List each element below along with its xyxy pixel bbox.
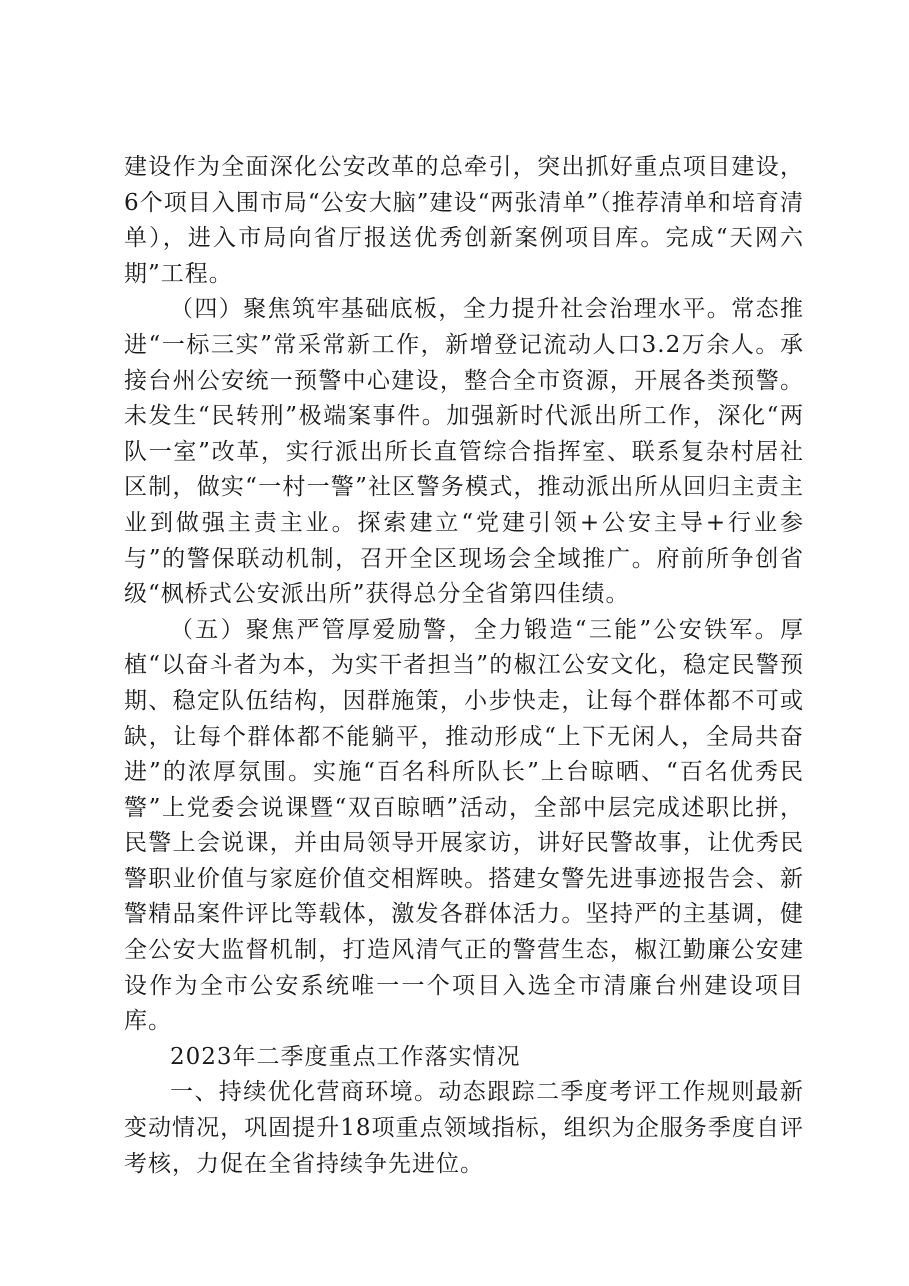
document-body (124, 150, 804, 1182)
section-heading-q2: 2023年二季度重点工作落实情况 (170, 1043, 521, 1070)
paragraph-item-one: 一、持续优化营商环境。动态跟踪二季度考评工作规则最新变动情况，巩固提升18项重点领域指标，组织为企服务季度自评考核，力促在全省持续争先进位。 (124, 1079, 804, 1177)
paragraph-section-five: （五）聚焦严管厚爱励警，全力锻造“三能”公安铁军。厚植“以奋斗者为本，为实干者担当”的椒江公安文化，稳定民警预期、稳定队伍结构，因群施策，小步快走，让每个群体都不可或缺，让每个群体都不能躺平，推动形成“上下无闲人，全局共奋进”的浓厚氛围。实施“百名科所队长”上台晾晒、“百名优秀民警”上党委会说课暨“双百晾晒”活动，全部中层完成述职比拼，民警上会说课，并由局领导开展家访，讲好民警故事，让优秀民警职业价值与家庭价值交相辉映。搭建女警先进事迹报告会、新警精品案件评比等载体，激发各群体活力。坚持严的主基调，健全公安大监督机制，打造风清气正的警营生态，椒江勤廉公安建设作为全市公安系统唯一一个项目入选全市清廉台州建设项目库。 (124, 616, 804, 1035)
paragraph-continuation: 建设作为全面深化公安改革的总牵引，突出抓好重点项目建设，6个项目入围市局“公安大脑”建设“两张清单”（推荐清单和培育清单），进入市局向省厅报送优秀创新案例项目库。完成“天网六期”工程。 (124, 154, 804, 287)
paragraph-section-four: （四）聚焦筑牢基础底板，全力提升社会治理水平。常态推进“一标三实”常采常新工作，新增登记流动人口3.2万余人。承接台州公安统一预警中心建设，整合全市资源，开展各类预警。未发生“民转刑”极端案事件。加强新时代派出所工作，深化“两队一室”改革，实行派出所长直管综合指挥室、联系复杂村居社区制，做实“一村一警”社区警务模式，推动派出所从回归主责主业到做强主责主业。探索建立“党建引领+公安主导+行业参与”的警保联动机制，召开全区现场会全域推广。府前所争创省级“枫桥式公安派出所”获得总分全省第四佳绩。 (124, 296, 804, 608)
